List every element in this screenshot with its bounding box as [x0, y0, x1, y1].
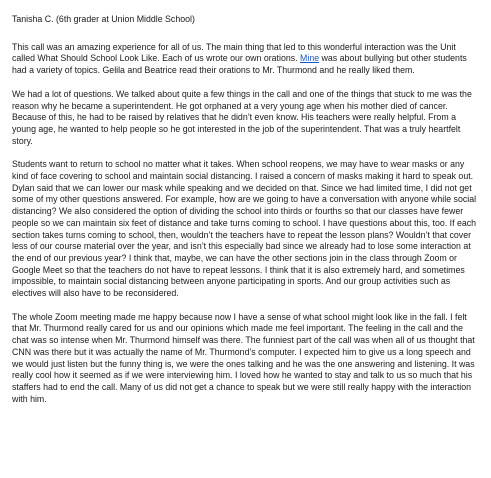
paragraph-4: The whole Zoom meeting made me happy because now I have a sense of what school might look like in the fall. I felt that Mr. Thurmond really cared for us and our opinions which made me feel important. The feeling in the call and the chat was so intense when Mr. Thurmond himself was there. The funniest part of the call was when all of us thought that CNN was there but it was actually the name of Mr. Thurmond’s computer. I expected him to give us a long speech and we would just listen but the funny thing is, we were the ones talking and he was the one answering and listening. It was really cool how it seemed as if we were interviewing him. I loved how he wanted to stay and talk to us so much that his staffers had to end the call. Many of us did not get a chance to speak but we were still really happy with the interaction with him.: [12, 311, 475, 404]
author-line: Tanisha C. (6th grader at Union Middle School): [12, 14, 195, 24]
paragraph-1: [12, 42, 479, 77]
paragraph-1-text-after-link: was about bullying but other students had a variety of topics. Gelila and Beatrice read their orations to Mr. Thurmond and he really liked them.: [12, 53, 467, 76]
paragraph-1-text-before-link: This call was an amazing experience for all of us. The main thing that led to this wonderful interaction was the Unit called What Should School Look Like. Each of us wrote our own orations.: [12, 41, 456, 64]
paragraph-3: Students want to return to school no matter what it takes. When school reopens, we may have to wear masks or any kind of face covering to school and maintain social distancing. I raised a concern of masks making it hard to speak out. Dylan said that we can lower our mask while speaking and we decided on that. Since we had limited time, I did not get some of my other questions answered. For example, how are we going to have a conversation with anyone while social distancing? We also considered the option of dividing the school into thirds or fourths so that our classes have fewer people so we can maintain six feet of distance and take turns coming to school. I have questions about this, too. If each section takes turns coming to school, then, wouldn’t the teachers have to repeat the lesson plans? Wouldn’t that cover less of our course material over the year, and isn’t this especially bad since we already had to lose some interaction at the end of our previous year? I think that, maybe, we can have the other sections join in the class through Zoom or Google Meet so that the teachers do not have to repeat lessons. I think that it is also extremely hard, and sometimes impossible, to maintain social distancing between anyone participating in sports. And our group activities such as electives will also have to be reconsidered.: [12, 159, 477, 299]
mine-link[interactable]: Mine: [300, 53, 320, 64]
paragraph-2: We had a lot of questions. We talked about quite a few things in the call and one of the things that stuck to me was the reason why he became a superintendent. He got orphaned at a very young age when his mother died of cancer. Because of this, he had to be raised by relatives that he didn’t even know. His teachers were really helpful. From a young age, he wanted to help people so he got interested in the job of the superintendent. That was a truly heartfelt story.: [12, 88, 472, 146]
